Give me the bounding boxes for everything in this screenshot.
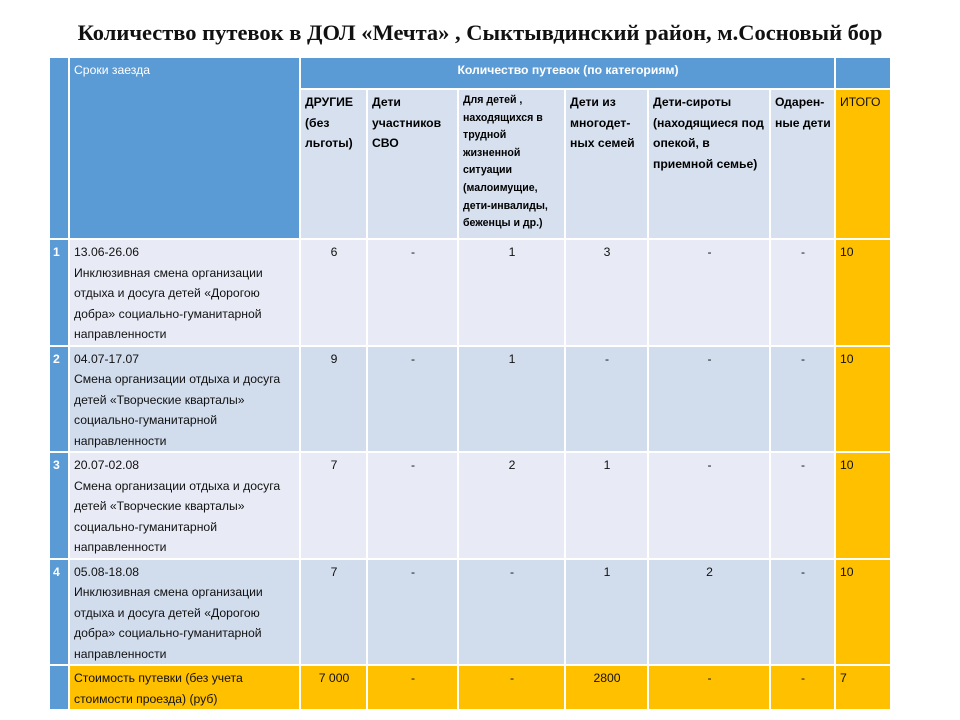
table-row bbox=[49, 559, 891, 666]
row-number: 1 bbox=[49, 239, 69, 346]
quantity-header: Количество путевок (по категориям) bbox=[300, 57, 835, 89]
cost-gifted: - bbox=[770, 665, 835, 710]
row-period bbox=[69, 239, 300, 346]
header-row-1 bbox=[49, 57, 891, 89]
value-svo: - bbox=[367, 559, 458, 666]
cost-large-families: 2800 bbox=[565, 665, 648, 710]
value-hardship: 1 bbox=[458, 346, 565, 453]
num-header-cell bbox=[49, 57, 69, 239]
row-dates: 20.07-02.08 bbox=[74, 458, 140, 472]
value-large-families: 1 bbox=[565, 559, 648, 666]
value-svo: - bbox=[367, 239, 458, 346]
value-gifted: - bbox=[770, 239, 835, 346]
value-hardship: 2 bbox=[458, 452, 565, 559]
row-number: 3 bbox=[49, 452, 69, 559]
value-other: 6 bbox=[300, 239, 367, 346]
value-orphans: - bbox=[648, 346, 770, 453]
value-large-families: 1 bbox=[565, 452, 648, 559]
value-gifted: - bbox=[770, 346, 835, 453]
row-number: 4 bbox=[49, 559, 69, 666]
cost-hardship: - bbox=[458, 665, 565, 710]
cost-row-number-cell bbox=[49, 665, 69, 710]
category-total: ИТОГО bbox=[835, 89, 891, 239]
value-large-families: - bbox=[565, 346, 648, 453]
row-description: Инклюзивная смена организации отдыха и досуга детей «Дорогою добра» социально-гуманитарной направленности bbox=[74, 585, 263, 661]
table-row bbox=[49, 452, 891, 559]
value-svo: - bbox=[367, 452, 458, 559]
value-orphans: - bbox=[648, 452, 770, 559]
vouchers-table bbox=[48, 56, 892, 711]
row-period bbox=[69, 452, 300, 559]
cost-row bbox=[49, 665, 891, 710]
row-description: Смена организации отдыха и досуга детей «Творческие кварталы» социально-гуманитарной направленности bbox=[74, 478, 281, 554]
value-large-families: 3 bbox=[565, 239, 648, 346]
page-title: Количество путевок в ДОЛ «Мечта» , Сыктывдинский район, м.Сосновый бор bbox=[77, 20, 883, 45]
value-orphans: - bbox=[648, 239, 770, 346]
category-hardship: Для детей , находящихся в трудной жизненной ситуации (малоимущие, дети-инвалиды, беженцы и др.) bbox=[458, 89, 565, 239]
cost-total: 7 bbox=[835, 665, 891, 710]
cost-label: Стоимость путевки (без учета стоимости проезда) (руб) bbox=[69, 665, 300, 710]
row-dates: 04.07-17.07 bbox=[74, 351, 140, 366]
table-row bbox=[49, 239, 891, 346]
value-orphans: 2 bbox=[648, 559, 770, 666]
value-gifted: - bbox=[770, 452, 835, 559]
cost-other: 7 000 bbox=[300, 665, 367, 710]
category-gifted: Одарен-ные дети bbox=[770, 89, 835, 239]
row-description: Смена организации отдыха и досуга детей «Творческие кварталы» социально-гуманитарной направленности bbox=[74, 372, 281, 448]
value-other: 7 bbox=[300, 559, 367, 666]
value-svo: - bbox=[367, 346, 458, 453]
value-total: 10 bbox=[835, 452, 891, 559]
category-svo: Дети участников СВО bbox=[367, 89, 458, 239]
value-gifted: - bbox=[770, 559, 835, 666]
row-dates: 13.06-26.06 bbox=[74, 245, 140, 259]
value-total: 10 bbox=[835, 559, 891, 666]
value-total: 10 bbox=[835, 239, 891, 346]
value-total: 10 bbox=[835, 346, 891, 453]
category-large-families: Дети из многодет-ных семей bbox=[565, 89, 648, 239]
value-hardship: - bbox=[458, 559, 565, 666]
row-description: Инклюзивная смена организации отдыха и досуга детей «Дорогою добра» социально-гуманитарной направленности bbox=[74, 265, 263, 341]
table-row bbox=[49, 346, 891, 453]
cost-svo: - bbox=[367, 665, 458, 710]
row-dates: 05.08-18.08 bbox=[74, 564, 140, 579]
dates-header: Сроки заезда bbox=[69, 57, 300, 239]
category-other: ДРУГИЕ (без льготы) bbox=[300, 89, 367, 239]
total-header-top bbox=[835, 57, 891, 89]
cost-orphans: - bbox=[648, 665, 770, 710]
category-orphans: Дети-сироты (находящиеся под опекой, в приемной семье) bbox=[648, 89, 770, 239]
value-other: 7 bbox=[300, 452, 367, 559]
row-period bbox=[69, 559, 300, 666]
value-other: 9 bbox=[300, 346, 367, 453]
value-hardship: 1 bbox=[458, 239, 565, 346]
row-number: 2 bbox=[49, 346, 69, 453]
row-period bbox=[69, 346, 300, 453]
